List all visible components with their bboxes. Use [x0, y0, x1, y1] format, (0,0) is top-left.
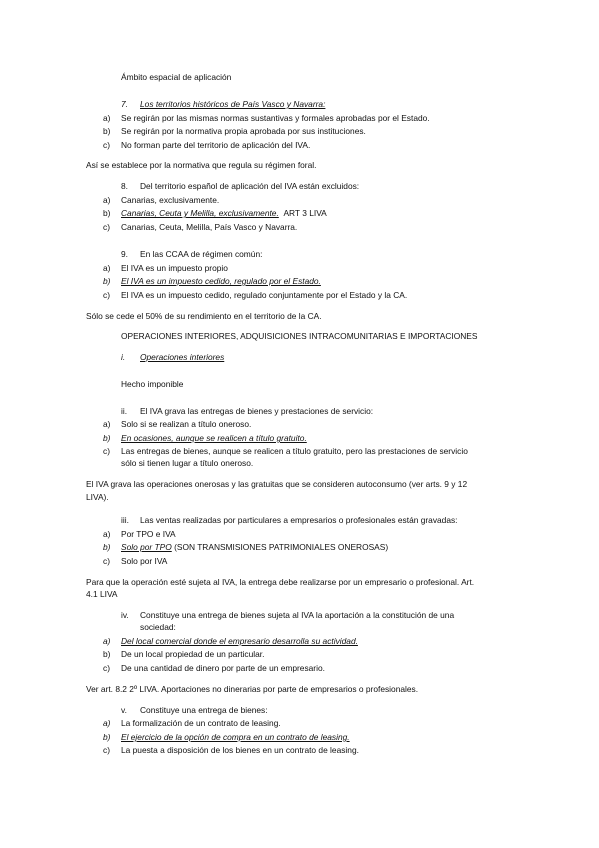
q9-b-text: El IVA es un impuesto cedido, regulado por el Estado.	[121, 276, 321, 286]
q7-a-mark: a)	[103, 113, 111, 123]
qiv-c-mark: c)	[103, 663, 110, 673]
q8-c-mark: c)	[103, 222, 110, 232]
qii-note-cont: LIVA).	[86, 492, 109, 502]
qv-number: v.	[121, 705, 127, 715]
q9-b-mark: b)	[103, 276, 111, 286]
qiii-a-text: Por TPO e IVA	[121, 529, 176, 539]
qiii-note-cont: 4.1 LIVA	[86, 589, 118, 599]
qii-b-text: En ocasiones, aunque se realicen a título gratuito.	[121, 433, 307, 443]
heading-ambito: Ámbito espacial de aplicación	[121, 72, 232, 82]
q9-note: Sólo se cede el 50% de su rendimiento en el territorio de la CA.	[86, 311, 322, 321]
q8-title: Del territorio español de aplicación del IVA están excluidos:	[140, 181, 360, 191]
heading-hecho-imponible: Hecho imponible	[121, 379, 184, 389]
q8-b-line	[121, 208, 327, 219]
q8-number: 8.	[121, 181, 128, 191]
qv-a-text: La formalización de un contrato de leasing.	[121, 718, 281, 728]
qiv-title: Constituye una entrega de bienes sujeta al IVA la aportación a la constitución de una	[140, 610, 455, 620]
qii-a-text: Solo si se realizan a título oneroso.	[121, 419, 252, 429]
q8-c-text: Canarias, Ceuta, Melilla, País Vasco y Navarra.	[121, 222, 298, 232]
qv-title: Constituye una entrega de bienes:	[140, 705, 268, 715]
q8-b-ref: ART 3 LIVA	[283, 208, 327, 218]
qv-b-text: El ejercicio de la opción de compra en un contrato de leasing.	[121, 732, 350, 742]
qii-note: El IVA grava las operaciones onerosas y las gratuitas que se consideren autoconsumo (ver arts. 9 y 12	[86, 479, 468, 489]
qv-a-mark: a)	[103, 718, 111, 728]
q7-c-mark: c)	[103, 140, 110, 150]
qiii-b-text: Solo por TPO	[121, 542, 172, 552]
qiv-b-text: De un local propiedad de un particular.	[121, 649, 265, 659]
qii-title: El IVA grava las entregas de bienes y prestaciones de servicio:	[140, 406, 374, 416]
qiii-b-extra: (SON TRANSMISIONES PATRIMONIALES ONEROSAS)	[174, 542, 389, 552]
qiv-note: Ver art. 8.2 2º LIVA. Aportaciones no dinerarias por parte de empresarios o profesionales.	[86, 684, 419, 694]
q7-title: Los territorios históricos de País Vasco y Navarra:	[140, 99, 326, 109]
qii-number: ii.	[121, 406, 128, 416]
qiii-title: Las ventas realizadas por particulares a empresarios o profesionales están gravadas:	[140, 515, 458, 525]
q9-a-mark: a)	[103, 263, 111, 273]
q9-title: En las CCAA de régimen común:	[140, 249, 263, 259]
sub-i-number: i.	[121, 352, 126, 362]
q7-b-text: Se regirán por la normativa propia aprobada por sus instituciones.	[121, 126, 366, 136]
q7-number: 7.	[121, 99, 128, 109]
q8-b-text: Canarias, Ceuta y Melilla, exclusivamente.	[121, 208, 279, 218]
q8-a-mark: a)	[103, 195, 111, 205]
qv-c-text: La puesta a disposición de los bienes en un contrato de leasing.	[121, 745, 359, 755]
qiv-number: iv.	[121, 610, 129, 620]
qii-c-text: Las entregas de bienes, aunque se realicen a título gratuito, pero las prestaciones de servicio	[121, 446, 468, 456]
q7-a-text: Se regirán por las mismas normas sustantivas y formales aprobadas por el Estado.	[121, 113, 430, 123]
qiii-number: iii.	[121, 515, 129, 525]
qii-b-mark: b)	[103, 433, 111, 443]
q7-note: Así se establece por la normativa que regula su régimen foral.	[86, 160, 317, 170]
qiii-c-mark: c)	[103, 556, 110, 566]
q8-a-text: Canarias, exclusivamente.	[121, 195, 220, 205]
qiii-b-line	[121, 542, 388, 553]
sub-i-title: Operaciones interiores	[140, 352, 225, 362]
q7-c-text: No forman parte del territorio de aplicación del IVA.	[121, 140, 311, 150]
qv-b-mark: b)	[103, 732, 111, 742]
q9-a-text: El IVA es un impuesto propio	[121, 263, 228, 273]
q9-number: 9.	[121, 249, 128, 259]
qiv-c-text: De una cantidad de dinero por parte de un empresario.	[121, 663, 325, 673]
qiv-a-mark: a)	[103, 636, 111, 646]
qv-c-mark: c)	[103, 745, 110, 755]
qiii-a-mark: a)	[103, 529, 111, 539]
qii-a-mark: a)	[103, 419, 111, 429]
q8-b-mark: b)	[103, 208, 111, 218]
qiv-a-text: Del local comercial donde el empresario desarrolla su actividad.	[121, 636, 358, 646]
qiii-note: Para que la operación esté sujeta al IVA, la entrega debe realizarse por un empresario o profesional. Art.	[86, 577, 475, 587]
qiii-b-mark: b)	[103, 542, 111, 552]
q9-c-mark: c)	[103, 290, 110, 300]
qii-c-text-cont: sólo si tienen lugar a título oneroso.	[121, 458, 254, 468]
qiii-c-text: Solo por IVA	[121, 556, 168, 566]
qiv-b-mark: b)	[103, 649, 111, 659]
section-title: OPERACIONES INTERIORES, ADQUISICIONES INTRACOMUNITARIAS E IMPORTACIONES	[121, 331, 478, 341]
q9-c-text: El IVA es un impuesto cedido, regulado conjuntamente por el Estado y la CA.	[121, 290, 408, 300]
qii-c-mark: c)	[103, 446, 110, 456]
q7-b-mark: b)	[103, 126, 111, 136]
qiv-title-cont: sociedad:	[140, 622, 176, 632]
